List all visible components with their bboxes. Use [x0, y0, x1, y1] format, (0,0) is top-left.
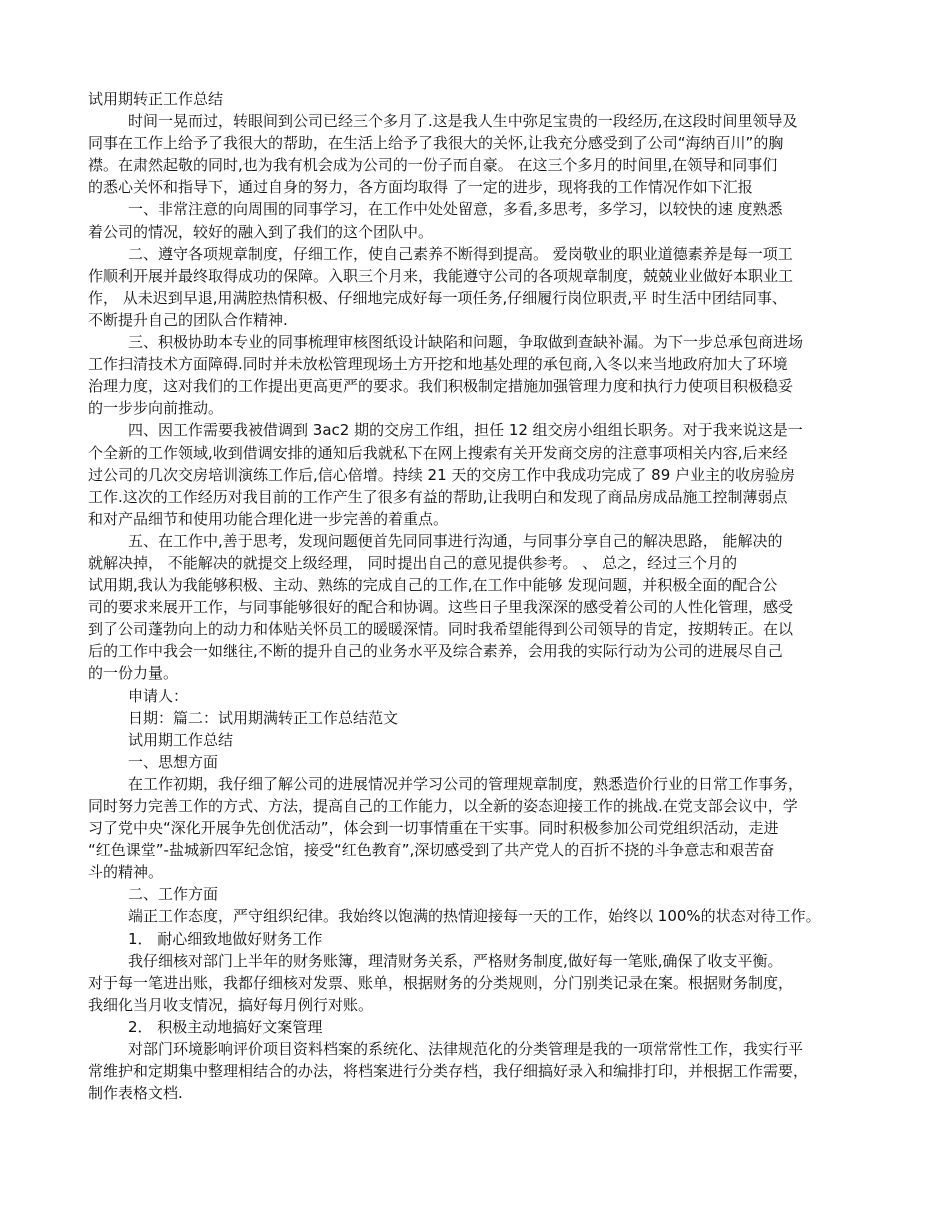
text-line: 斗的精神。: [88, 863, 164, 882]
text-line: 对部门环境影响评价项目资料档案的系统化、法律规范化的分类管理是我的一项常常性工作，我实行平: [128, 1040, 804, 1059]
text-line: 常维护和定期集中整理相结合的办法，将档案进行分类存档，我仔细搞好录入和编排打印，并根据工作需要，: [88, 1062, 809, 1081]
text-line: 的一步步向前推动。: [88, 399, 224, 418]
text-line: 的悉心关怀和指导下，通过自身的努力，各方面均取得 了一定的进步，现将我的工作情况作如下汇报: [88, 178, 753, 197]
text-line: 一、思想方面: [128, 752, 219, 771]
text-line: 同时努力完善工作的方式、方法，提高自己的工作能力，以全新的姿态迎接工作的挑战.在党支部会议中，学: [88, 797, 798, 815]
text-line: 作顺利开展并最终取得成功的保障。入职三个月来，我能遵守公司的各项规章制度，兢兢业业做好本职业工: [88, 266, 794, 285]
text-line: 工作扫清技术方面障碍.同时并未放松管理现场土方开挖和地基处理的承包商,入冬以来当地政府加大了环境: [88, 355, 788, 374]
text-line: 试用期工作总结: [128, 730, 234, 749]
text-line: 过公司的几次交房培训演练工作后,信心倍增。持续 21 天的交房工作中我成功完成了 89 户业主的收房验房: [88, 465, 796, 484]
text-line: 到了公司蓬勃向上的动力和体贴关怀员工的暖暖深情。同时我希望能得到公司领导的肯定，按期转正。在以: [88, 620, 794, 639]
text-line: 试用期,我认为我能够积极、主动、熟练的完成自己的工作,在工作中能够 发现问题，并积极全面的配合公: [88, 576, 778, 595]
text-line: 2． 积极主动地搞好文案管理: [128, 1017, 323, 1036]
text-line: 三、积极协助本专业的同事梳理审核图纸设计缺陷和问题，争取做到查缺补漏。为下一步总承包商进场: [128, 333, 804, 352]
text-line: 时间一晃而过，转眼间到公司已经三个多月了.这是我人生中弥足宝贵的一段经历,在这段时间里领导及: [128, 112, 798, 131]
text-line: 司的要求来展开工作，与同事能够很好的配合和协调。这些日子里我深深的感受着公司的人性化管理，感受: [88, 598, 794, 617]
text-line: 着公司的情况，较好的融入到了我们的这个团队中。: [88, 222, 434, 241]
text-line: 制作表格文档.: [88, 1084, 183, 1103]
text-line: 端正工作态度，严守组织纪律。我始终以饱满的热情迎接每一天的工作，始终以 100%的状态对待工作。: [128, 907, 821, 926]
text-line: 和对产品细节和使用功能合理化进一步完善的着重点。: [88, 509, 449, 528]
text-line: 对于每一笔进出账，我都仔细核对发票、账单，根据财务的分类规则，分门别类记录在案。根据财务制度，: [88, 973, 794, 992]
text-line: 1． 耐心细致地做好财务工作: [128, 929, 323, 948]
text-line: 治理力度，这对我们的工作提出更高更严的要求。我们积极制定措施加强管理力度和执行力使项目积极稳妥: [88, 377, 794, 396]
text-line: 二、遵守各项规章制度，仔细工作，使自己素养不断得到提高。 爱岗敬业的职业道德素养是每一项工: [128, 244, 793, 263]
text-line: “红色课堂”-盐城新四军纪念馆，接受“红色教育”,深切感受到了共产党人的百折不挠的斗争意志和艰苦奋: [88, 841, 775, 860]
text-line: 二、工作方面: [128, 885, 219, 904]
text-line: 习了党中央“深化开展争先创优活动”，体会到一切事情重在干实事。同时积极参加公司党组织活动，走进: [88, 819, 779, 838]
text-line: 四、因工作需要我被借调到 3ac2 期的交房工作组，担任 12 组交房小组组长职务。对于我来说这是一: [128, 421, 803, 440]
text-line: 后的工作中我会一如继往,不断的提升自己的业务水平及综合素养，会用我的实际行动为公司的进展尽自己: [88, 642, 783, 661]
text-line: 试用期转正工作总结: [88, 90, 224, 108]
text-line: 日期：篇二：试用期满转正工作总结范文: [128, 708, 399, 727]
text-line: 同事在工作上给予了我很大的帮助，在生活上给予了我很大的关怀,让我充分感受到了公司“海纳百川”的胸: [88, 134, 784, 153]
text-line: 作， 从未迟到早退,用满腔热情积极、仔细地完成好每一项任务,仔细履行岗位职责,平 时生活中团结同事、: [88, 288, 787, 307]
text-line: 不断提升自己的团队合作精神.: [88, 310, 288, 329]
text-line: 就解决掉， 不能解决的就提交上级经理， 同时提出自己的意见提供参考。 、 总之，经过三个月的: [88, 553, 738, 572]
text-line: 五、在工作中,善于思考，发现问题便首先同同事进行沟通，与同事分享自己的解决思路， 能解决的: [128, 531, 783, 550]
text-line: 个全新的工作领域,收到借调安排的通知后我就私下在网上搜索有关开发商交房的注意事项相关内容,后来经: [88, 443, 788, 462]
text-line: 我细化当月收支情况，搞好每月例行对账。: [88, 995, 374, 1014]
text-line: 一、非常注意的向周围的同事学习，在工作中处处留意，多看,多思考，多学习，以较快的速 度熟悉: [128, 200, 783, 219]
text-line: 的一份力量。: [88, 664, 179, 683]
text-line: 申请人：: [128, 686, 189, 705]
text-line: 我仔细核对部门上半年的财务账簿，理清财务关系，严格财务制度,做好每一笔账,确保了收支平衡。: [128, 951, 783, 970]
text-line: 在工作初期，我仔细了解公司的进展情况并学习公司的管理规章制度，熟悉造价行业的日常工作事务，: [128, 774, 804, 793]
text-line: 工作.这次的工作经历对我目前的工作产生了很多有益的帮助,让我明白和发现了商品房成品施工控制薄弱点: [88, 487, 788, 506]
text-line: 襟。在肃然起敬的同时,也为我有机会成为公司的一份子而自豪。 在这三个多月的时间里,在领导和同事们: [88, 156, 778, 175]
document-page: [88, 88, 863, 1104]
